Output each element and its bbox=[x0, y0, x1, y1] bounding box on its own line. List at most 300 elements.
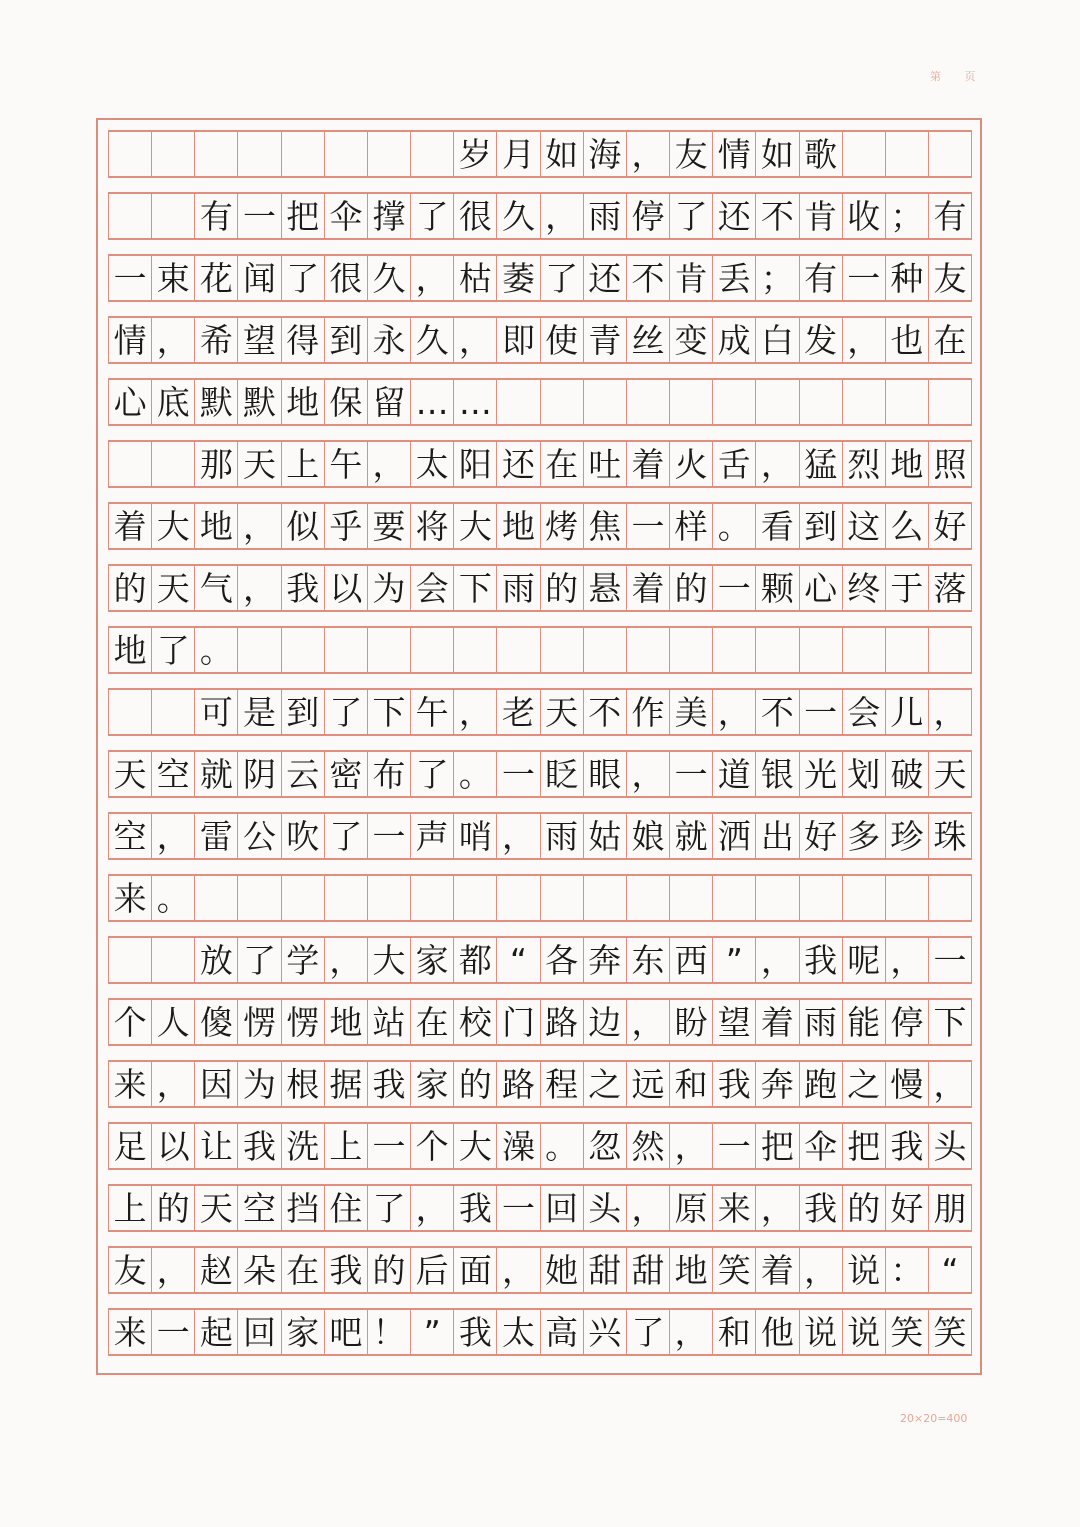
grid-cell: 出 bbox=[756, 814, 799, 858]
grid-cell: 焦 bbox=[584, 504, 627, 548]
grid-cell bbox=[670, 628, 713, 672]
grid-cell: 地 bbox=[670, 1248, 713, 1292]
grid-cell: 一 bbox=[627, 504, 670, 548]
grid-cell: 我 bbox=[800, 1186, 843, 1230]
grid-cell: 收 bbox=[843, 194, 886, 238]
grid-cell: ， bbox=[325, 938, 368, 982]
grid-cell: 来 bbox=[109, 1310, 152, 1354]
grid-cell: 似 bbox=[282, 504, 325, 548]
grid-cell bbox=[843, 132, 886, 176]
grid-cell: 到 bbox=[800, 504, 843, 548]
grid-cell bbox=[109, 690, 152, 734]
grid-cell bbox=[800, 628, 843, 672]
grid-cell: 成 bbox=[713, 318, 756, 362]
grid-cell: 以 bbox=[152, 1124, 195, 1168]
grid-cell: 还 bbox=[584, 256, 627, 300]
grid-cell: 有 bbox=[195, 194, 238, 238]
grid-cell: 笑 bbox=[886, 1310, 929, 1354]
grid-cell: 布 bbox=[368, 752, 411, 796]
grid-cell: 也 bbox=[886, 318, 929, 362]
grid-cell: 情 bbox=[713, 132, 756, 176]
grid-cell: 原 bbox=[670, 1186, 713, 1230]
grid-cell: 家 bbox=[411, 1062, 454, 1106]
grid-row bbox=[108, 502, 972, 550]
grid-cell: 回 bbox=[541, 1186, 584, 1230]
grid-cell: 好 bbox=[886, 1186, 929, 1230]
grid-row bbox=[108, 626, 972, 674]
grid-cell: 道 bbox=[713, 752, 756, 796]
grid-cell bbox=[109, 194, 152, 238]
grid-cell: ， bbox=[152, 318, 195, 362]
grid-cell: 程 bbox=[541, 1062, 584, 1106]
grid-cell: 默 bbox=[195, 380, 238, 424]
grid-cell bbox=[109, 442, 152, 486]
grid-cell bbox=[800, 876, 843, 920]
grid-cell: 午 bbox=[411, 690, 454, 734]
grid-cell bbox=[756, 876, 799, 920]
grid-cell: 要 bbox=[368, 504, 411, 548]
grid-cell: 乎 bbox=[325, 504, 368, 548]
grid-cell: ， bbox=[497, 814, 540, 858]
grid-cell: 边 bbox=[584, 1000, 627, 1044]
grid-cell bbox=[584, 628, 627, 672]
grid-cell: 的 bbox=[670, 566, 713, 610]
grid-cell: 后 bbox=[411, 1248, 454, 1292]
grid-cell: 花 bbox=[195, 256, 238, 300]
grid-cell: 把 bbox=[843, 1124, 886, 1168]
grid-cell: 了 bbox=[368, 1186, 411, 1230]
grid-cell bbox=[713, 876, 756, 920]
grid-cell: 洗 bbox=[282, 1124, 325, 1168]
grid-cell: 气 bbox=[195, 566, 238, 610]
grid-cell: 我 bbox=[368, 1062, 411, 1106]
grid-cell bbox=[238, 876, 281, 920]
grid-cell: 一 bbox=[497, 1186, 540, 1230]
grid-cell: ， bbox=[368, 442, 411, 486]
grid-cell: 以 bbox=[325, 566, 368, 610]
grid-cell: 大 bbox=[454, 1124, 497, 1168]
grid-cell: 一 bbox=[368, 1124, 411, 1168]
grid-cell: 珠 bbox=[929, 814, 972, 858]
grid-cell: 远 bbox=[627, 1062, 670, 1106]
grid-cell: 在 bbox=[929, 318, 972, 362]
grid-cell: 了 bbox=[282, 256, 325, 300]
grid-cell bbox=[152, 132, 195, 176]
grid-cell: 就 bbox=[195, 752, 238, 796]
grid-cell: 照 bbox=[929, 442, 972, 486]
grid-cell: 来 bbox=[713, 1186, 756, 1230]
grid-cell: 把 bbox=[282, 194, 325, 238]
grid-cell: 肯 bbox=[670, 256, 713, 300]
grid-cell: 久 bbox=[411, 318, 454, 362]
grid-cell: 娘 bbox=[627, 814, 670, 858]
grid-cell bbox=[497, 876, 540, 920]
grid-row bbox=[108, 1184, 972, 1232]
grid-cell: 愣 bbox=[238, 1000, 281, 1044]
grid-cell: 划 bbox=[843, 752, 886, 796]
grid-cell: 心 bbox=[109, 380, 152, 424]
title-row bbox=[108, 130, 972, 178]
grid-cell bbox=[282, 876, 325, 920]
grid-cell: 路 bbox=[541, 1000, 584, 1044]
grid-cell: 地 bbox=[282, 380, 325, 424]
grid-cell bbox=[756, 380, 799, 424]
grid-cell: ， bbox=[756, 442, 799, 486]
grid-cell: 破 bbox=[886, 752, 929, 796]
grid-cell: 吹 bbox=[282, 814, 325, 858]
grid-cell: ， bbox=[670, 1310, 713, 1354]
grid-cell: 下 bbox=[454, 566, 497, 610]
grid-cell: 个 bbox=[411, 1124, 454, 1168]
grid-cell: 的 bbox=[843, 1186, 886, 1230]
grid-row bbox=[108, 750, 972, 798]
grid-cell: 下 bbox=[929, 1000, 972, 1044]
grid-cell bbox=[282, 132, 325, 176]
grid-cell bbox=[929, 876, 972, 920]
grid-cell: 门 bbox=[497, 1000, 540, 1044]
grid-cell: 老 bbox=[497, 690, 540, 734]
grid-cell: 的 bbox=[109, 566, 152, 610]
grid-cell bbox=[843, 380, 886, 424]
grid-row bbox=[108, 874, 972, 922]
grid-cell bbox=[886, 380, 929, 424]
grid-cell: ， bbox=[627, 132, 670, 176]
grid-cell: ， bbox=[627, 1186, 670, 1230]
grid-cell: 好 bbox=[800, 814, 843, 858]
grid-row bbox=[108, 192, 972, 240]
grid-cell: 会 bbox=[411, 566, 454, 610]
grid-cell: 天 bbox=[195, 1186, 238, 1230]
grid-row bbox=[108, 440, 972, 488]
grid-cell: 了 bbox=[325, 690, 368, 734]
grid-cell: 心 bbox=[800, 566, 843, 610]
grid-cell: 火 bbox=[670, 442, 713, 486]
grid-cell: 朵 bbox=[238, 1248, 281, 1292]
grid-cell: ， bbox=[886, 938, 929, 982]
grid-cell: ， bbox=[454, 690, 497, 734]
grid-cell: 了 bbox=[411, 752, 454, 796]
grid-cell: 有 bbox=[800, 256, 843, 300]
grid-cell: 落 bbox=[929, 566, 972, 610]
grid-cell: ： bbox=[886, 1248, 929, 1292]
grid-cell: 面 bbox=[454, 1248, 497, 1292]
grid-cell: 望 bbox=[238, 318, 281, 362]
grid-cell: ， bbox=[411, 1186, 454, 1230]
grid-cell: 校 bbox=[454, 1000, 497, 1044]
grid-cell: 底 bbox=[152, 380, 195, 424]
grid-cell: 是 bbox=[238, 690, 281, 734]
grid-cell: 为 bbox=[238, 1062, 281, 1106]
grid-cell: 有 bbox=[929, 194, 972, 238]
grid-cell: 东 bbox=[627, 938, 670, 982]
grid-cell bbox=[627, 628, 670, 672]
grid-cell: 了 bbox=[238, 938, 281, 982]
grid-cell: 地 bbox=[325, 1000, 368, 1044]
grid-cell: ， bbox=[627, 752, 670, 796]
grid-cell bbox=[109, 938, 152, 982]
grid-cell: 歌 bbox=[800, 132, 843, 176]
grid-cell: 把 bbox=[756, 1124, 799, 1168]
grid-cell: 让 bbox=[195, 1124, 238, 1168]
grid-cell: 了 bbox=[411, 194, 454, 238]
grid-cell: 云 bbox=[282, 752, 325, 796]
grid-cell: ， bbox=[627, 1000, 670, 1044]
grid-cell: 希 bbox=[195, 318, 238, 362]
grid-cell: 岁 bbox=[454, 132, 497, 176]
grid-cell: 着 bbox=[756, 1248, 799, 1292]
grid-cell: 傻 bbox=[195, 1000, 238, 1044]
grid-cell: 眼 bbox=[584, 752, 627, 796]
grid-cell: 都 bbox=[454, 938, 497, 982]
manuscript-grid-sheet bbox=[96, 118, 982, 1375]
grid-cell bbox=[152, 442, 195, 486]
grid-cell bbox=[411, 132, 454, 176]
grid-cell: 得 bbox=[282, 318, 325, 362]
grid-cell: 银 bbox=[756, 752, 799, 796]
grid-cell: 大 bbox=[152, 504, 195, 548]
grid-cell bbox=[627, 380, 670, 424]
grid-cell: 一 bbox=[152, 1310, 195, 1354]
grid-cell: 情 bbox=[109, 318, 152, 362]
grid-cell bbox=[929, 380, 972, 424]
grid-cell: “ bbox=[929, 1248, 972, 1292]
grid-cell: 眨 bbox=[541, 752, 584, 796]
grid-cell: 了 bbox=[325, 814, 368, 858]
grid-cell bbox=[541, 628, 584, 672]
grid-cell: 留 bbox=[368, 380, 411, 424]
grid-cell: 起 bbox=[195, 1310, 238, 1354]
grid-cell: ， bbox=[411, 256, 454, 300]
grid-cell: ， bbox=[152, 814, 195, 858]
grid-row bbox=[108, 812, 972, 860]
grid-cell: 在 bbox=[282, 1248, 325, 1292]
grid-cell bbox=[195, 876, 238, 920]
grid-cell: 大 bbox=[454, 504, 497, 548]
grid-cell: ， bbox=[238, 504, 281, 548]
grid-cell: 我 bbox=[282, 566, 325, 610]
grid-cell: 看 bbox=[756, 504, 799, 548]
grid-cell: 不 bbox=[756, 194, 799, 238]
grid-cell bbox=[325, 876, 368, 920]
grid-cell: 来 bbox=[109, 1062, 152, 1106]
grid-cell: 久 bbox=[497, 194, 540, 238]
grid-cell: 头 bbox=[929, 1124, 972, 1168]
grid-cell: 不 bbox=[627, 256, 670, 300]
grid-cell: 说 bbox=[800, 1310, 843, 1354]
grid-cell: 地 bbox=[497, 504, 540, 548]
grid-cell: 变 bbox=[670, 318, 713, 362]
grid-cell: 我 bbox=[800, 938, 843, 982]
grid-cell: ， bbox=[756, 938, 799, 982]
grid-cell: 雨 bbox=[800, 1000, 843, 1044]
grid-cell: 到 bbox=[325, 318, 368, 362]
grid-cell: 午 bbox=[325, 442, 368, 486]
grid-cell: 。 bbox=[454, 752, 497, 796]
grid-cell: 儿 bbox=[886, 690, 929, 734]
grid-cell: 烤 bbox=[541, 504, 584, 548]
grid-cell bbox=[368, 876, 411, 920]
grid-cell: 的 bbox=[454, 1062, 497, 1106]
grid-cell: 朋 bbox=[929, 1186, 972, 1230]
grid-cell: 望 bbox=[713, 1000, 756, 1044]
grid-row bbox=[108, 998, 972, 1046]
grid-cell: ， bbox=[152, 1248, 195, 1292]
grid-cell: 会 bbox=[843, 690, 886, 734]
grid-cell: 呢 bbox=[843, 938, 886, 982]
grid-cell: 说 bbox=[843, 1310, 886, 1354]
grid-cell: 兴 bbox=[584, 1310, 627, 1354]
grid-spec-label: 20×20=400 bbox=[900, 1412, 968, 1425]
grid-cell: 一 bbox=[843, 256, 886, 300]
grid-cell: 种 bbox=[886, 256, 929, 300]
grid-cell: 的 bbox=[541, 566, 584, 610]
grid-cell: 甜 bbox=[584, 1248, 627, 1292]
grid-cell: 舌 bbox=[713, 442, 756, 486]
grid-row bbox=[108, 1060, 972, 1108]
grid-cell: 公 bbox=[238, 814, 281, 858]
grid-cell: 他 bbox=[756, 1310, 799, 1354]
grid-cell: 还 bbox=[713, 194, 756, 238]
grid-cell: ， bbox=[541, 194, 584, 238]
grid-cell: ； bbox=[886, 194, 929, 238]
grid-cell: 雷 bbox=[195, 814, 238, 858]
grid-cell: 天 bbox=[929, 752, 972, 796]
grid-cell: 着 bbox=[109, 504, 152, 548]
grid-cell: ， bbox=[238, 566, 281, 610]
grid-cell: 甜 bbox=[627, 1248, 670, 1292]
grid-cell: 地 bbox=[195, 504, 238, 548]
grid-cell: ” bbox=[713, 938, 756, 982]
grid-cell: 肯 bbox=[800, 194, 843, 238]
grid-cell: 珍 bbox=[886, 814, 929, 858]
grid-cell: 白 bbox=[756, 318, 799, 362]
grid-cell: 一 bbox=[238, 194, 281, 238]
grid-cell bbox=[541, 380, 584, 424]
grid-cell bbox=[929, 628, 972, 672]
grid-cell bbox=[584, 876, 627, 920]
grid-cell: 吧 bbox=[325, 1310, 368, 1354]
grid-cell bbox=[713, 380, 756, 424]
grid-cell: 大 bbox=[368, 938, 411, 982]
grid-row bbox=[108, 254, 972, 302]
grid-cell: ， bbox=[454, 318, 497, 362]
grid-cell: 愣 bbox=[282, 1000, 325, 1044]
grid-cell: 一 bbox=[713, 566, 756, 610]
grid-row bbox=[108, 378, 972, 426]
grid-cell: 一 bbox=[497, 752, 540, 796]
grid-cell: 了 bbox=[152, 628, 195, 672]
grid-cell: 。 bbox=[195, 628, 238, 672]
grid-cell: 雨 bbox=[541, 814, 584, 858]
grid-cell bbox=[411, 876, 454, 920]
grid-cell: 她 bbox=[541, 1248, 584, 1292]
grid-cell: 之 bbox=[843, 1062, 886, 1106]
grid-row bbox=[108, 688, 972, 736]
grid-cell: 之 bbox=[584, 1062, 627, 1106]
grid-cell: 雨 bbox=[584, 194, 627, 238]
grid-cell: 保 bbox=[325, 380, 368, 424]
grid-cell bbox=[368, 132, 411, 176]
grid-cell: 慢 bbox=[886, 1062, 929, 1106]
grid-cell: 停 bbox=[627, 194, 670, 238]
grid-cell: 奔 bbox=[756, 1062, 799, 1106]
grid-cell: 终 bbox=[843, 566, 886, 610]
grid-cell: ， bbox=[497, 1248, 540, 1292]
grid-cell: 地 bbox=[109, 628, 152, 672]
grid-cell: 下 bbox=[368, 690, 411, 734]
grid-row bbox=[108, 1246, 972, 1294]
grid-cell: 太 bbox=[411, 442, 454, 486]
grid-cell bbox=[497, 628, 540, 672]
grid-cell bbox=[238, 628, 281, 672]
grid-cell: ！ bbox=[368, 1310, 411, 1354]
grid-cell: 样 bbox=[670, 504, 713, 548]
grid-row bbox=[108, 1308, 972, 1356]
grid-cell: 友 bbox=[929, 256, 972, 300]
grid-cell: 我 bbox=[886, 1124, 929, 1168]
grid-cell bbox=[152, 938, 195, 982]
grid-cell: 就 bbox=[670, 814, 713, 858]
grid-cell: 一 bbox=[109, 256, 152, 300]
grid-cell bbox=[195, 132, 238, 176]
grid-cell: 作 bbox=[627, 690, 670, 734]
grid-cell: 站 bbox=[368, 1000, 411, 1044]
grid-cell: 友 bbox=[670, 132, 713, 176]
grid-cell: ， bbox=[670, 1124, 713, 1168]
grid-cell: ， bbox=[929, 690, 972, 734]
grid-cell: 人 bbox=[152, 1000, 195, 1044]
grid-cell: 住 bbox=[325, 1186, 368, 1230]
grid-cell: 撑 bbox=[368, 194, 411, 238]
grid-cell: 头 bbox=[584, 1186, 627, 1230]
grid-cell: 悬 bbox=[584, 566, 627, 610]
grid-cell: 烈 bbox=[843, 442, 886, 486]
grid-cell bbox=[670, 380, 713, 424]
grid-cell: … bbox=[454, 380, 497, 424]
grid-cell: 澡 bbox=[497, 1124, 540, 1168]
grid-cell bbox=[454, 628, 497, 672]
grid-cell bbox=[713, 628, 756, 672]
grid-cell: 。 bbox=[541, 1124, 584, 1168]
grid-cell: 和 bbox=[713, 1310, 756, 1354]
grid-cell: 为 bbox=[368, 566, 411, 610]
grid-cell: 如 bbox=[541, 132, 584, 176]
grid-cell: 地 bbox=[886, 442, 929, 486]
grid-cell: 一 bbox=[368, 814, 411, 858]
grid-cell: ， bbox=[843, 318, 886, 362]
grid-cell: 好 bbox=[929, 504, 972, 548]
grid-cell bbox=[325, 132, 368, 176]
grid-row bbox=[108, 316, 972, 364]
grid-cell: 到 bbox=[282, 690, 325, 734]
grid-cell bbox=[886, 628, 929, 672]
grid-cell: 了 bbox=[541, 256, 584, 300]
grid-cell: 跑 bbox=[800, 1062, 843, 1106]
grid-cell: 在 bbox=[541, 442, 584, 486]
grid-cell: 闻 bbox=[238, 256, 281, 300]
grid-cell bbox=[368, 628, 411, 672]
grid-cell: 么 bbox=[886, 504, 929, 548]
grid-cell: ， bbox=[800, 1248, 843, 1292]
grid-cell bbox=[411, 628, 454, 672]
grid-cell: 忽 bbox=[584, 1124, 627, 1168]
grid-cell: 了 bbox=[627, 1310, 670, 1354]
grid-cell: 永 bbox=[368, 318, 411, 362]
grid-cell bbox=[843, 628, 886, 672]
grid-cell: 丢 bbox=[713, 256, 756, 300]
grid-cell: 着 bbox=[627, 566, 670, 610]
grid-cell: 天 bbox=[541, 690, 584, 734]
